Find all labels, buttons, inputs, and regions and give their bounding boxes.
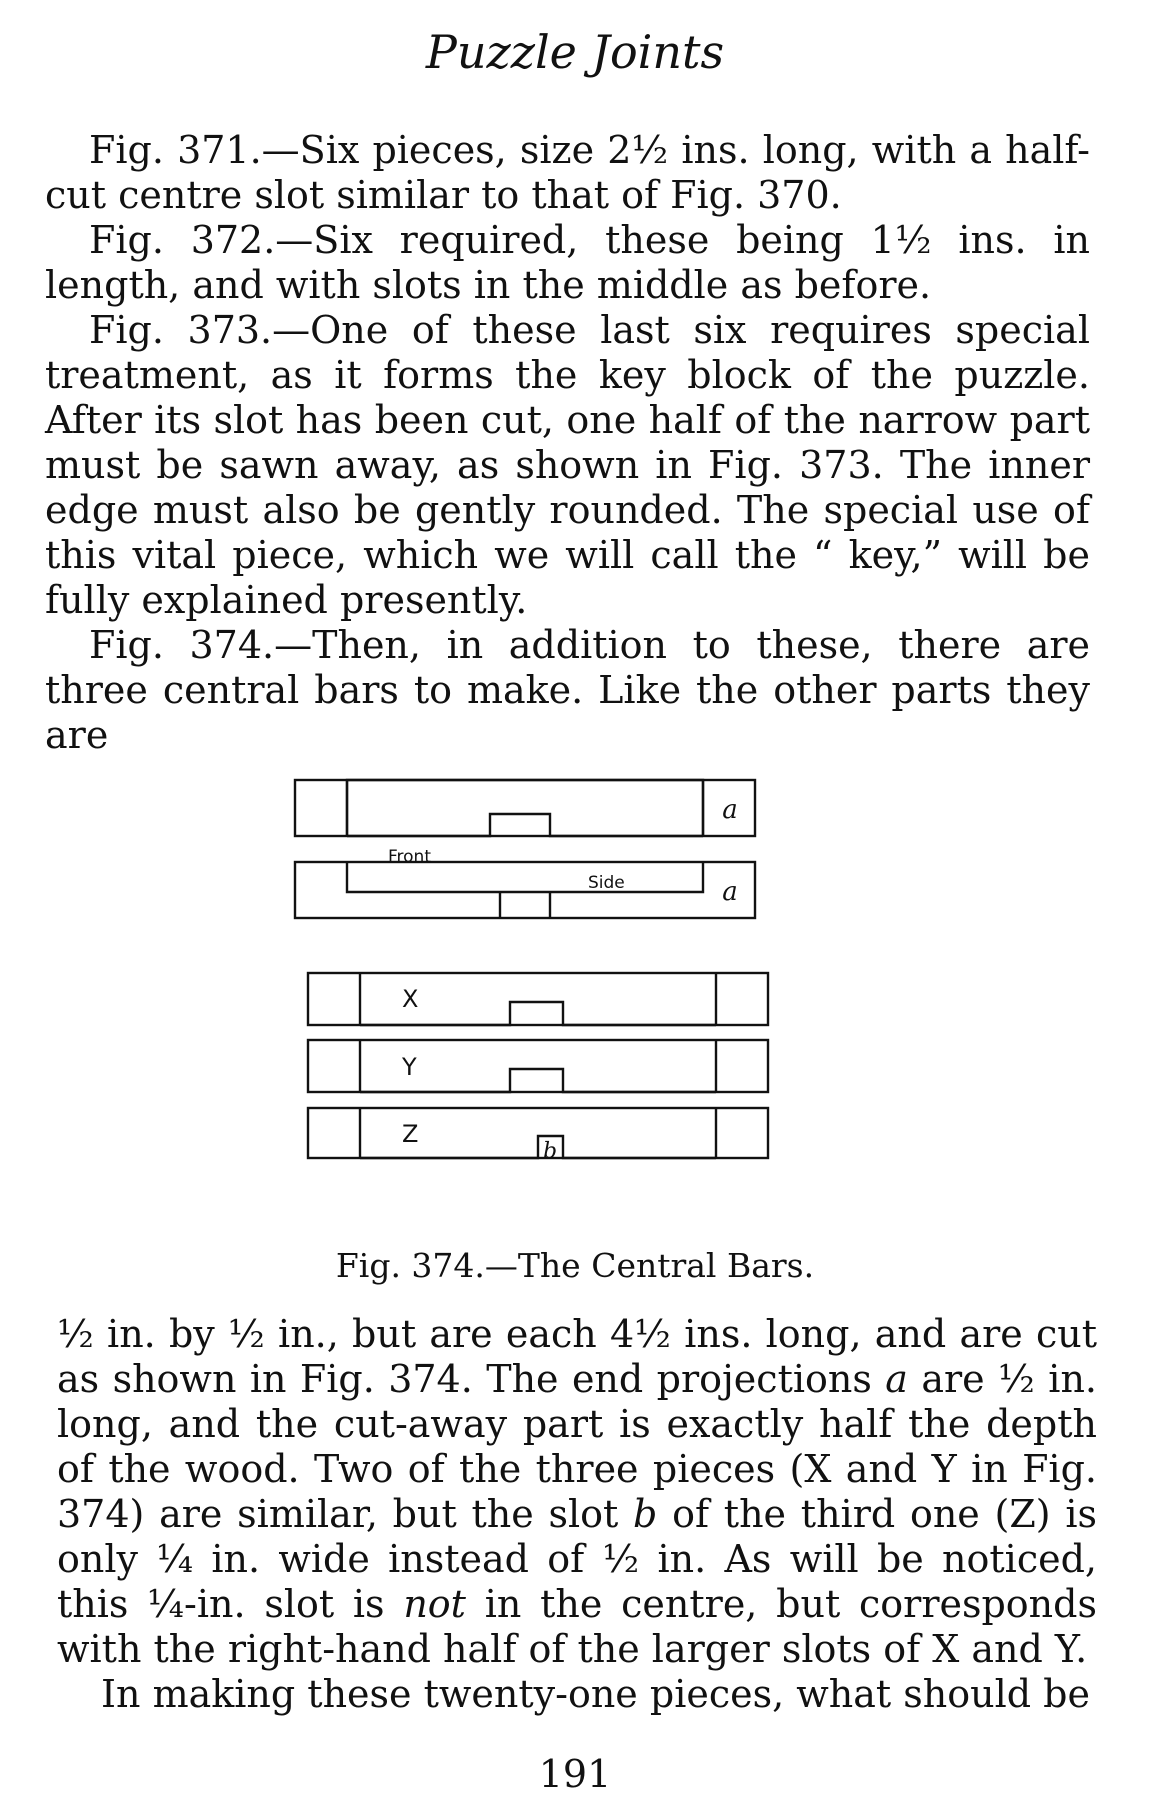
paragraph-making-pieces: In making these twenty-one pieces, what should be [101,1672,1090,1716]
label-a-front: a [722,795,738,825]
label-bar-z: Z [402,1120,419,1148]
figure-374-central-bars [290,770,860,1240]
label-bar-y: Y [402,1053,417,1081]
italic-not: not [403,1582,466,1626]
paragraph-fig-373: Fig. 373.—One of these last six requires special treatment, as it forms the key block of the puzzle. After its slot has been cut, one half of the narrow part must be sawn away, as shown in Fig. 373. The inner edge must also be gently rounded. The special use of this vital piece, which we will call the “ key,” will be fully explained presently. [45,308,1090,622]
text-run: ½ in. by ½ in., but are each 4½ ins. long, and are cut as shown in Fig. 374. The end projections [57,1312,1097,1401]
text-run: are ½ in. long, and the cut-away part is exactly half the depth of the wood. Two of the three pieces (X and Y in Fig. 374) are similar, but the slot [57,1357,1098,1536]
text-block-bottom [57,1312,1097,1717]
bar-x-drawing [308,973,768,1025]
central-bars-drawing [290,770,860,1240]
side-view-bar [295,862,755,918]
paragraph-fig-372: Fig. 372.—Six required, these being 1½ ins. in length, and with slots in the middle as before. [45,218,1090,307]
page-number: 191 [538,1752,612,1796]
label-a-side: a [722,877,738,907]
running-head: Puzzle Joints [425,25,725,79]
bar-z-drawing [308,1108,768,1158]
front-view-bar [295,780,755,836]
label-bar-x: X [402,985,419,1013]
figure-caption: Fig. 374.—The Central Bars. [335,1246,815,1285]
label-slot-b: b [543,1139,558,1164]
text-block-top [45,128,1090,758]
bar-y-drawing [308,1040,768,1092]
label-side: Side [588,873,625,893]
italic-a: a [885,1357,908,1401]
label-front: Front [388,847,431,867]
italic-b: b [633,1492,658,1536]
paragraph-central-bars [57,1312,1097,1672]
text-run: in the centre, but corresponds with the right-hand half of the larger slots of X and Y. [57,1582,1097,1671]
paragraph-fig-371: Fig. 371.—Six pieces, size 2½ ins. long, with a half-cut centre slot similar to that of Fig. 370. [45,128,1090,217]
paragraph-fig-374: Fig. 374.—Then, in addition to these, there are three central bars to make. Like the other parts they are [45,623,1090,757]
text-run: of the third one (Z) is only ¼ in. wide instead of ½ in. As will be noticed, this ¼-in. slot is [57,1492,1097,1626]
